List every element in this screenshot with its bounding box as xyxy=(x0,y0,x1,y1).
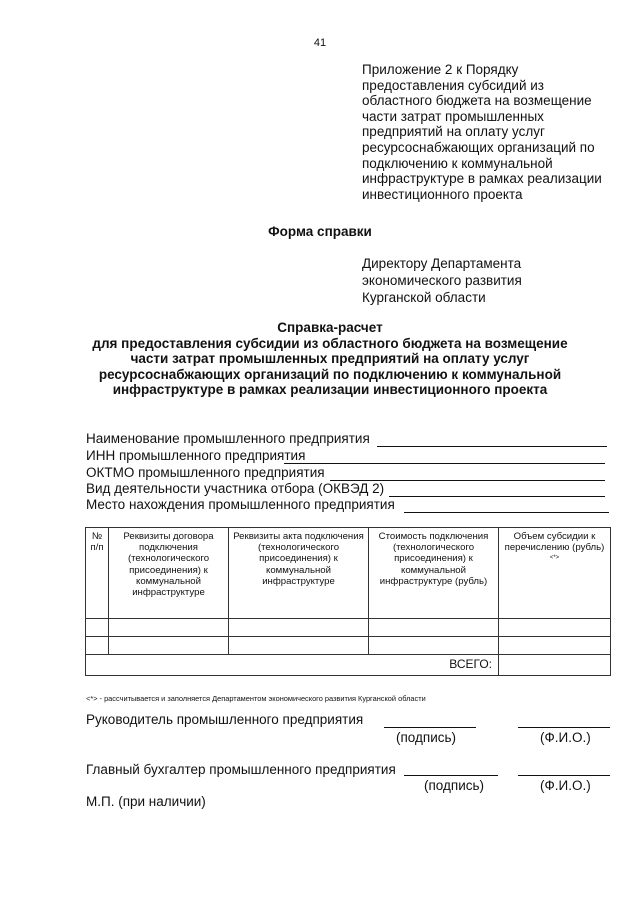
annex-line: областного бюджета на возмещение xyxy=(362,93,592,109)
annex-line: части затрат промышленных xyxy=(362,108,544,124)
accountant-signature-line[interactable] xyxy=(404,775,498,776)
table-cell[interactable] xyxy=(109,619,229,637)
addressee-line: Директору Департамента xyxy=(362,256,522,271)
enterprise-name-blank[interactable] xyxy=(377,446,607,447)
field-label: ОКТМО промышленного предприятия xyxy=(86,465,325,480)
addressee xyxy=(362,255,522,306)
annex-line: подключению к коммунальной xyxy=(362,155,553,171)
header-num: № п/п xyxy=(86,528,109,619)
table-cell[interactable] xyxy=(86,637,109,655)
annex-line: ресурсоснабжающих организаций по xyxy=(362,139,595,155)
annex-line: предоставления субсидий из xyxy=(362,77,544,93)
accountant-name-line[interactable] xyxy=(518,775,610,776)
footnote: <*> - рассчитывается и заполняется Департаментом экономического развития Курганской области xyxy=(86,694,426,703)
document-title xyxy=(60,320,600,398)
inn-blank[interactable] xyxy=(284,463,605,464)
page-number: 41 xyxy=(313,37,327,49)
document-title-line: части затрат промышленных предприятий на оплату услуг xyxy=(130,351,530,367)
field-label: Вид деятельности участника отбора (ОКВЭД 2) xyxy=(86,481,385,496)
table-header-row xyxy=(86,528,611,619)
total-value-cell[interactable] xyxy=(499,655,611,676)
annex-line: инфраструктуре в рамках реализации xyxy=(362,171,602,187)
field-oktmo xyxy=(86,465,611,482)
table-cell[interactable] xyxy=(86,619,109,637)
header-cost: Стоимость подключения (технологического присоединения) к коммунальной инфраструктуре (рубль) xyxy=(369,528,499,619)
accountant-signature-label: Главный бухгалтер промышленного предприятия xyxy=(86,762,396,777)
table-cell[interactable] xyxy=(229,619,369,637)
header-subsidy-label: Объем субсидии к перечислению (рубль) xyxy=(504,531,605,554)
header-subsidy xyxy=(499,528,611,619)
subsidy-table xyxy=(85,527,611,676)
total-label: ВСЕГО: xyxy=(86,655,499,676)
head-signature-label: Руководитель промышленного предприятия xyxy=(86,712,364,727)
field-inn xyxy=(86,448,611,465)
field-label: Наименование промышленного предприятия xyxy=(86,431,370,446)
table-row xyxy=(86,637,611,655)
annex-line: предприятий на оплату услуг xyxy=(362,124,545,140)
head-name-caption: (Ф.И.О.) xyxy=(540,730,591,745)
field-label: Место нахождения промышленного предприятия xyxy=(86,497,395,512)
annex-line: Приложение 2 к Порядку xyxy=(362,62,519,77)
header-act: Реквизиты акта подключения (технологического присоединения) к коммунальной инфраструктуре xyxy=(229,528,369,619)
field-activity xyxy=(86,481,611,498)
field-location xyxy=(86,497,611,514)
field-enterprise-name xyxy=(86,431,611,448)
field-label: ИНН промышленного предприятия xyxy=(86,448,306,463)
head-signature-caption: (подпись) xyxy=(396,730,457,745)
head-name-line[interactable] xyxy=(518,727,610,728)
table-cell[interactable] xyxy=(499,637,611,655)
table-cell[interactable] xyxy=(109,637,229,655)
table-total-row xyxy=(86,655,611,676)
document-title-line: для предоставления субсидии из областного бюджета на возмещение xyxy=(92,335,568,351)
table-cell[interactable] xyxy=(499,619,611,637)
accountant-name-caption: (Ф.И.О.) xyxy=(540,778,591,793)
table-row xyxy=(86,619,611,637)
table-cell[interactable] xyxy=(369,619,499,637)
addressee-line: экономического развития xyxy=(362,273,522,288)
document-title-line: Справка-расчет xyxy=(277,320,383,335)
stamp-place: М.П. (при наличии) xyxy=(86,794,206,809)
table-cell[interactable] xyxy=(369,637,499,655)
table-cell[interactable] xyxy=(229,637,369,655)
form-title: Форма справки xyxy=(268,224,372,239)
location-blank[interactable] xyxy=(404,512,609,513)
footnote-mark: <*> xyxy=(549,555,560,562)
annex-reference xyxy=(362,62,624,202)
document-title-line: инфраструктуре в рамках реализации инвестиционного проекта xyxy=(112,382,548,398)
annex-line: инвестиционного проекта xyxy=(362,186,523,202)
addressee-line: Курганской области xyxy=(362,290,486,305)
document-title-line: ресурсоснабжающих организаций по подключению к коммунальной xyxy=(98,366,562,382)
accountant-signature-caption: (подпись) xyxy=(424,778,485,793)
header-contract: Реквизиты договора подключения (технологического присоединения) к коммунальной инфраструктуре xyxy=(109,528,229,619)
head-signature-line[interactable] xyxy=(384,727,476,728)
